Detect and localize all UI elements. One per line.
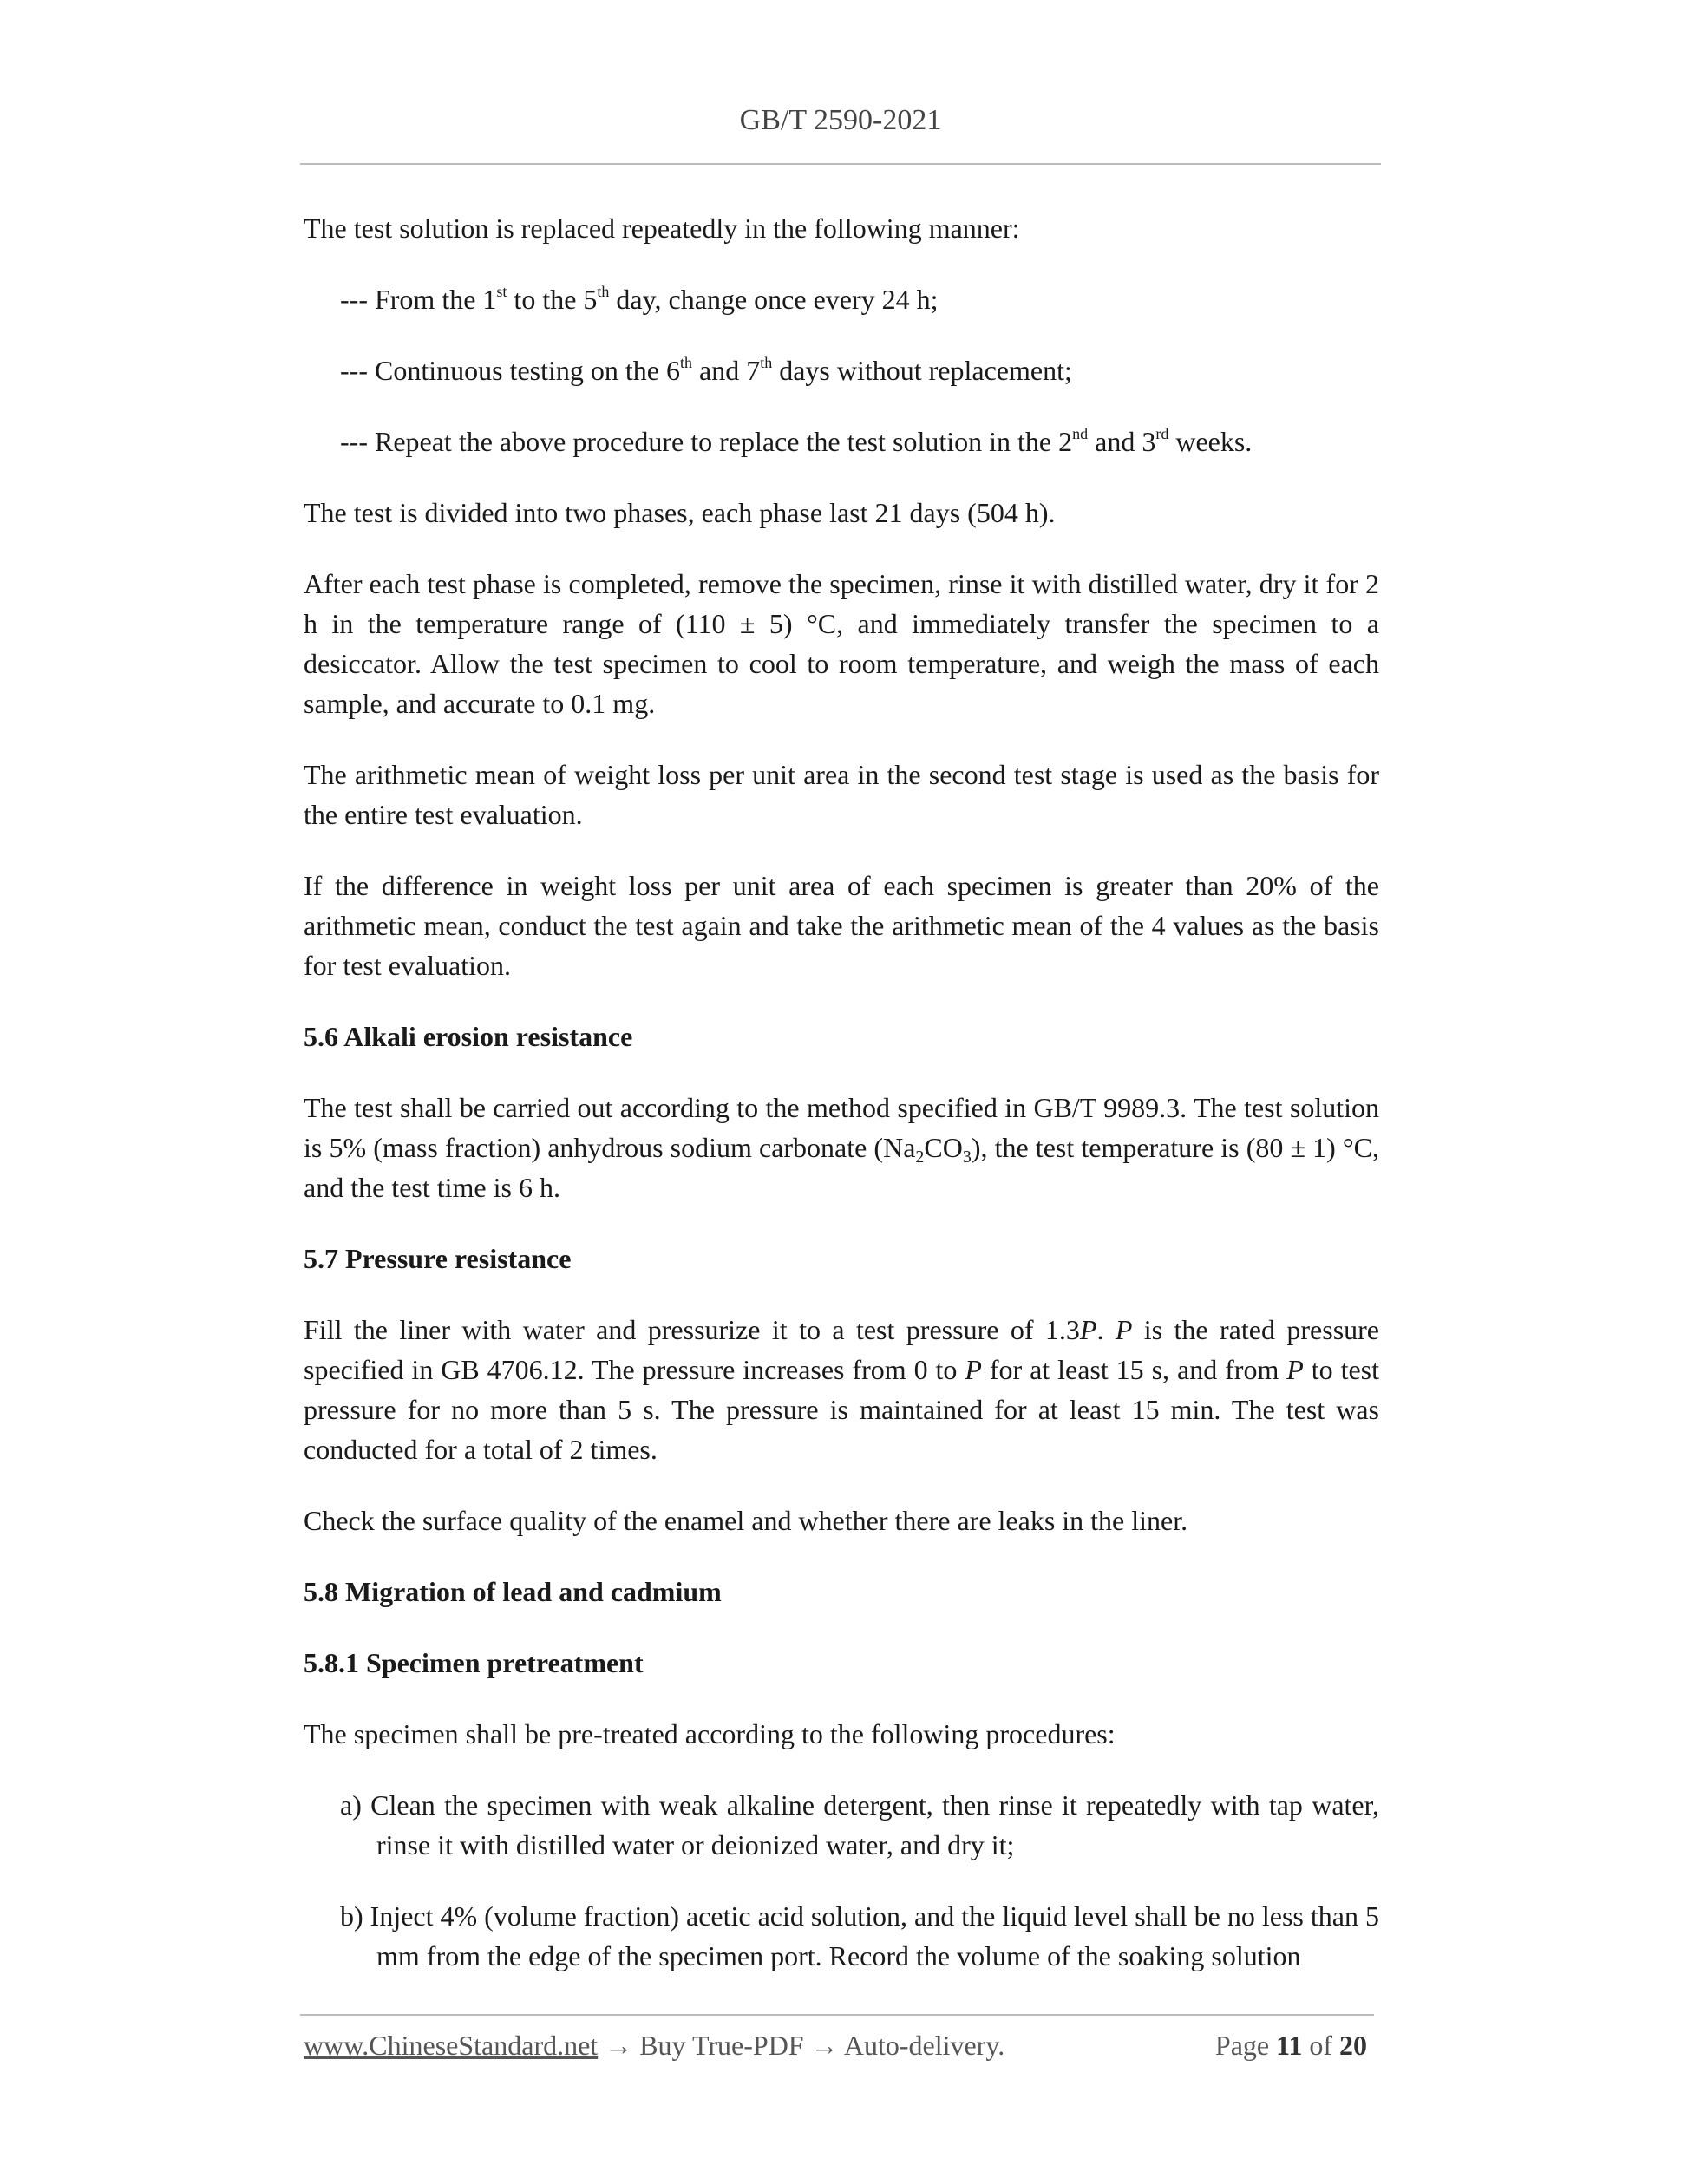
paragraph: Fill the liner with water and pressurize it to a test pressure of 1.3P. P is the rated pressure specified in GB 4706.12. The pressure increases from 0 to P for at least 15 s, and from P to test pressure for no more than 5 s. The pressure is maintained for at least 15 min. The test was conducted for a total of 2 times.: [304, 1314, 1380, 1465]
page-header-title: GB/T 2590-2021: [739, 104, 942, 136]
dash-item: --- From the 1st to the 5th day, change once every 24 h;: [340, 283, 939, 315]
list-item-b: b) Inject 4% (volume fraction) acetic acid solution, and the liquid level shall be no less than 5 mm from the edge of the specimen port. Record the volume of the soaking solution: [340, 1900, 1379, 1971]
total-page-number: 20: [1339, 2030, 1367, 2061]
paragraph: If the difference in weight loss per unit area of each specimen is greater than 20% of the arithmetic mean, conduct the test again and take the arithmetic mean of the 4 values as the basis for test evaluation.: [304, 870, 1379, 981]
footer-promo-text: → Buy True-PDF → Auto-delivery.: [598, 2030, 1005, 2061]
section-heading-5-7: 5.7 Pressure resistance: [304, 1243, 572, 1274]
list-item-a: a) Clean the specimen with weak alkaline detergent, then rinse it repeatedly with tap water, rinse it with distilled water or deionized water, and dry it;: [340, 1789, 1379, 1860]
paragraph: The arithmetic mean of weight loss per unit area in the second test stage is used as the basis for the entire test evaluation.: [304, 759, 1379, 830]
header-divider: [300, 163, 1381, 165]
paragraph: Check the surface quality of the enamel and whether there are leaks in the liner.: [304, 1505, 1188, 1536]
section-heading-5-8: 5.8 Migration of lead and cadmium: [304, 1576, 722, 1607]
paragraph: The test solution is replaced repeatedly in the following manner:: [304, 213, 1020, 244]
current-page-number: 11: [1276, 2030, 1303, 2061]
document-body: [304, 208, 1379, 2007]
page-indicator: Page 11 of 20: [1214, 2030, 1367, 2061]
section-heading-5-8-1: 5.8.1 Specimen pretreatment: [304, 1647, 644, 1678]
paragraph: The test is divided into two phases, each phase last 21 days (504 h).: [304, 497, 1056, 528]
paragraph: The test shall be carried out according to the method specified in GB/T 9989.3. The test solution is 5% (mass fraction) anhydrous sodium carbonate $(Na_2CO_3)$, the test temperature is (80 ± 1) °C, and the test time is 6 h.: [304, 1092, 1380, 1203]
paragraph: The specimen shall be pre-treated according to the following procedures:: [304, 1718, 1116, 1749]
footer-promo: [304, 2030, 1004, 2062]
dash-item: --- Repeat the above procedure to replace the test solution in the 2nd and 3rd weeks.: [340, 425, 1253, 457]
site-link[interactable]: www.ChineseStandard.net: [304, 2030, 599, 2061]
section-heading-5-6: 5.6 Alkali erosion resistance: [304, 1021, 633, 1052]
paragraph: After each test phase is completed, remove the specimen, rinse it with distilled water, dry it for 2 h in the temperature range of (110 ± 5) °C, and immediately transfer the specimen to a desiccator. Allow the test specimen to cool to room temperature, and weigh the mass of each sample, and accurate to 0.1 mg.: [304, 568, 1379, 719]
dash-item: --- Continuous testing on the 6th and 7th days without replacement;: [340, 354, 1072, 386]
footer-divider: [300, 2014, 1374, 2016]
